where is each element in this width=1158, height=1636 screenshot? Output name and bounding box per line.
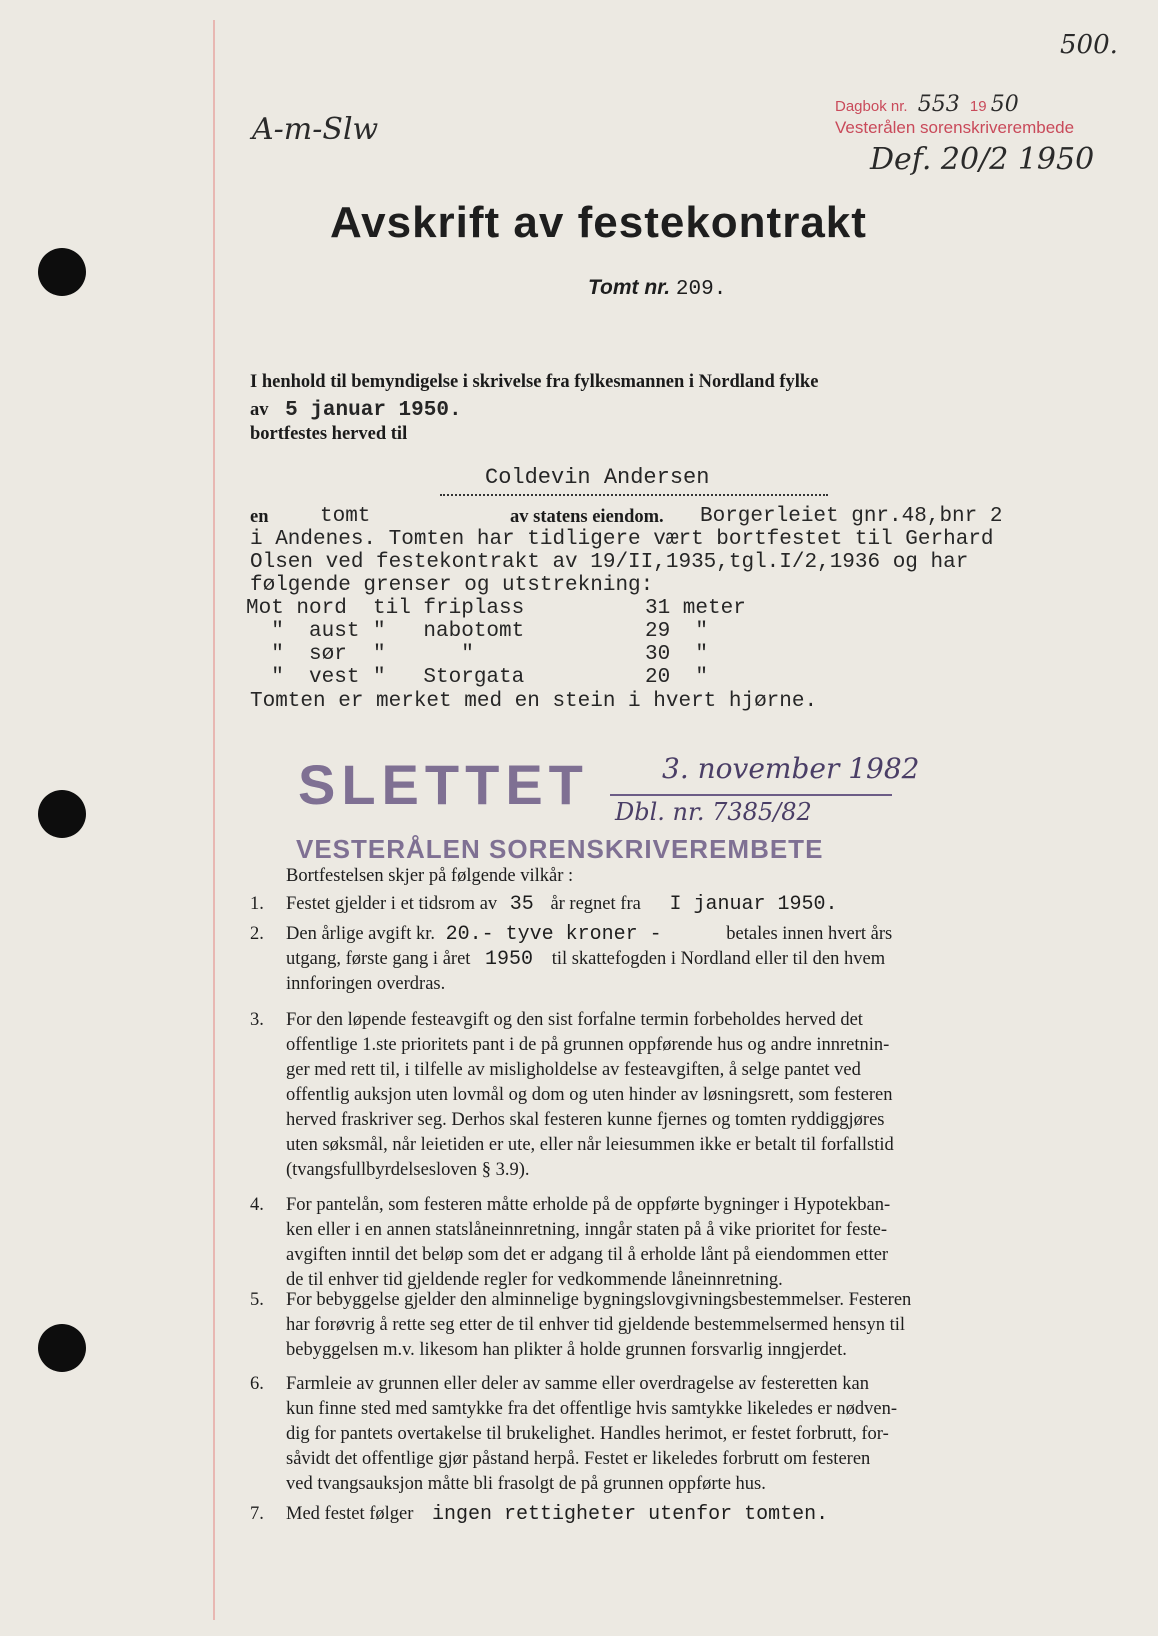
punch-hole (38, 1324, 86, 1372)
deletion-ref: Dbl. nr. 7385/82 (615, 798, 812, 826)
registry-year-suffix: 50 (990, 92, 1019, 117)
registry-handwritten-date: Def. 20/2 1950 (870, 142, 1095, 177)
term-start: I januar 1950. (669, 893, 838, 916)
condition-item: 7. Med festet følger ingen rettigheter utenfor tomten. (250, 1503, 829, 1526)
condition-item: 1. Festet gjelder i et tidsrom av 35 år regnet fra I januar 1950. (250, 893, 838, 916)
margin-note: A-m-Slw (252, 112, 379, 147)
fee-amount: 20.- tyve kroner - (445, 923, 662, 946)
condition-item: 5. For bebyggelse gjelder den alminnelige bygningslovgivningsbestemmelser. Festeren har forøvrig å rette seg etter de til enhver tid gjeldende bestemmelsermed hensyn til bebyggelsen m.v. likesom han plikter å holde grunnen forsvarlig inngjerdet. (250, 1290, 912, 1360)
condition-item: 3. For den løpende festeavgift og den sist forfalne termin forbeholdes herved det offentlige 1.ste prioritets pant i de på grunnen oppførende hus og andre innretnin- ger med rett til, i tilfelle av misligholdelse av festeavgiften, å selge pantet ved offentlig auksjon uten lovmål og dom og uten hinder av løsningsrett, som festeren herved fraskriver seg. Derhos skal festeren kunne fjernes og tomten ryddiggjøres uten søksmål, når leietiden er ute, eller når leiesummen ikke er betalt til forfallstid (tvangsfullbyrdelsesloven § 3.9). (250, 1010, 894, 1180)
boundary-south-c: 30 " (645, 643, 709, 666)
plot-label: Tomt nr. (588, 276, 671, 299)
registry-number: 553 (917, 92, 960, 117)
boundary-east-c: 29 " (645, 620, 709, 643)
boundary-east-b: " nabotomt (373, 620, 525, 643)
registry-office: Vesterålen sorenskriverembede (835, 118, 1075, 137)
term-years: 35 (509, 893, 534, 916)
intro-line-1: I henhold til bemyndigelse i skrivelse fra fylkesmannen i Nordland fylke (250, 372, 819, 392)
plot-number (588, 276, 726, 301)
boundary-west-c: 20 " (645, 666, 709, 689)
deletion-word: SLETTET (298, 753, 589, 816)
boundary-north-b: til friplass (373, 597, 525, 620)
boundary-west-a: " vest (246, 666, 360, 689)
condition-item: 4. For pantelån, som festeren måtte erholde på de oppførte bygninger i Hypotekban- ken eller i en annen statslåneinnretning, inngår staten på å vike prioritet for feste- avgiften inntil det beløp som det er adgang til å erholde lånt på eiendommen etter de til enhver tid gjeldende regler for vedkommende låneinnretning. (250, 1195, 891, 1290)
deletion-office: VESTERÅLEN SORENSKRIVEREMBETE (296, 834, 824, 864)
boundary-south-b: " " (373, 643, 474, 666)
intro-line-3: bortfestes herved til (250, 424, 408, 444)
intro-line-2: av 5 januar 1950. (250, 399, 462, 422)
deletion-underline (610, 794, 892, 796)
boundary-north-c: 31 meter (645, 597, 746, 620)
deletion-date: 3. november 1982 (662, 752, 920, 785)
boundary-south-a: " sør (246, 643, 347, 666)
punch-hole (38, 790, 86, 838)
fee-first-year: 1950 (485, 948, 534, 971)
plot-value: 209. (675, 278, 727, 301)
margin-line (213, 20, 215, 1620)
registry-prefix: Dagbok nr. (835, 98, 908, 115)
rights-typed: ingen rettigheter utenfor tomten. (432, 1503, 829, 1526)
lessee-name: Coldevin Andersen (485, 465, 710, 490)
page-number: 500. (1060, 30, 1118, 60)
conditions-heading: Bortfestelsen skjer på følgende vilkår : (286, 866, 574, 886)
boundary-west-b: " Storgata (373, 666, 525, 689)
registry-year-prefix: 19 (969, 98, 987, 115)
page-title: Avskrift av festekontrakt (330, 198, 867, 247)
boundary-east-a: " aust (246, 620, 360, 643)
condition-item: 2. Den årlige avgift kr. 20.- tyve kroner - betales innen hvert års utgang, første gang i året 1950 til skattefogden i Nordland eller til den hvem innforingen overdras. (250, 923, 893, 994)
lessee-dotted-line (440, 494, 828, 496)
condition-item: 6. Farmleie av grunnen eller deler av samme eller overdragelse av festeretten kan kun finne sted med samtykke fra det offentlige hvis samtykke likeledes er nødven- dig for pantets overtakelse til brukelighet. Handles herimot, er festet forbrutt, for- såvidt det offentlige gjør påstand herpå. Festet er likeledes forbrutt om festeren ved tvangsauksjon måtte bli frasolgt de på grunnen oppførte hus. (250, 1374, 898, 1494)
punch-hole (38, 248, 86, 296)
intro-date: 5 januar 1950. (285, 399, 462, 422)
document-page: 500. A-m-Slw Dagbok nr. 553 19 50 Vesterålen sorenskriverembede Def. 20/2 1950 Avskrift av festekontrakt Tomt nr. 209. I henhold til bemyndigelse i skrivelse fra fylkesmannen i Nordland fylke av 5 januar 1950. bortfestes herved til Coldevin Andersen en tomt av statens eiendom. Borgerleiet gnr.48,bnr 2 i Andenes. Tomten har tidligere vært bortfestet til Gerhard Olsen ved festekontrakt av 19/II,1935,tgl.I/2,1936 og har følgende grenser og utstrekning: Mot nord til friplass 31 meter " aust " nabotomt 29 " " sør " " 30 " " vest " Storgata 20 " Tomten er merket med en stein i hvert hjørne. SLETTET 3. november 1982 Dbl. nr. 7385/82 VESTERÅLEN SORENSKRIVEREMBETE Bortfestelsen skjer på følgende vilkår : 1. Festet gjelder i et tidsrom av 35 år regnet fra I januar 1950. 2. Den årlige avgift kr. 20.- tyve kroner - betales innen hvert års utgang, første gang i året 1950 til skattefogden i Nordland eller til den hvem innforingen overdras. 3. For den løpende festeavgift og den sist forfalne termin forbeholdes herved det offentlige 1.ste prioritets pant i de på grunnen oppførende hus og andre innretnin- ger med rett til, i tilfelle av misligholdelse av festeavgiften, å selge pantet ved offentlig auksjon uten lovmål og dom og uten hinder av løsningsrett, som festeren herved fraskriver seg. Derhos skal festeren kunne fjernes og tomten ryddiggjøres uten søksmål, når leietiden er ute, eller når leiesummen ikke er betalt til forfallstid (tvangsfullbyrdelsesloven § 3.9). 4. For pantelån, som festeren måtte erholde på de oppførte bygninger i Hypotekban- ken eller i en annen statslåneinnretning, inngår staten på å vike prioritet for feste- avgiften inntil det beløp som det er adgang til å erholde lånt på eiendommen etter de til enhver tid gjeldende regler for vedkommende låneinnretning. 5. For bebyggelse gjelder den alminnelige bygningslovgivningsbestemmelser. Festeren har forøvrig å rette seg etter de til enhver tid gjeldende bestemmelsermed hensyn til bebyggelsen m.v. likesom han plikter å holde grunnen forsvarlig inngjerdet. 6. Farmleie av grunnen eller deler av samme eller overdragelse av festeretten kan kun finne sted med samtykke fra det offentlige hvis samtykke likeledes er nødven- dig for pantets overtakelse til brukelighet. Handles herimot, er festet forbrutt, for- såvidt det offentlige gjør påstand herpå. Festet er likeledes forbrutt om festeren ved tvangsauksjon måtte bli frasolgt de på grunnen oppførte hus. 7. Med festet følger ingen rettigheter utenfor tomten. (0, 0, 1158, 1636)
boundary-north-a: Mot nord (246, 597, 347, 620)
